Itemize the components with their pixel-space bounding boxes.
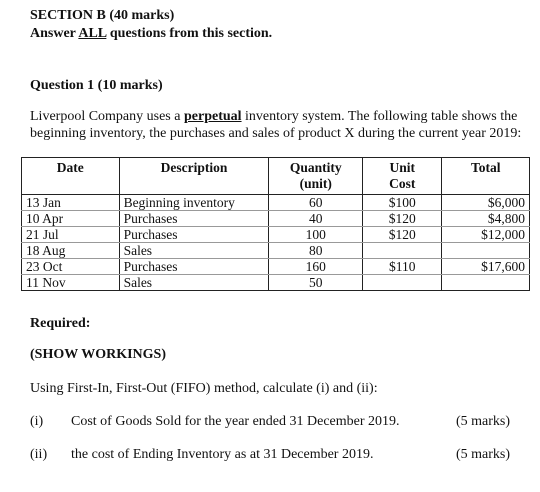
intro-emphasis: perpetual — [183, 109, 242, 124]
cell-unit-cost: $100 — [362, 195, 441, 211]
inventory-table — [21, 157, 530, 291]
cell-unit-cost: $120 — [362, 211, 441, 227]
question-title: Question 1 (10 marks) — [30, 78, 163, 93]
item-number: (i) — [30, 414, 44, 429]
cell-description: Beginning inventory — [119, 195, 269, 211]
cell-quantity: 60 — [269, 195, 363, 211]
table-row — [22, 259, 530, 275]
table-row — [22, 211, 530, 227]
section-instruction — [30, 26, 272, 42]
table-row — [22, 195, 530, 211]
item-number: (ii) — [30, 447, 48, 462]
question-intro — [30, 108, 521, 142]
header-unit-cost — [362, 158, 441, 195]
header-quantity-line-1: Quantity — [289, 160, 342, 175]
cell-description: Purchases — [119, 227, 269, 243]
cell-quantity: 40 — [269, 211, 363, 227]
table-header-row — [22, 158, 530, 195]
cell-date: 23 Oct — [22, 259, 120, 275]
cell-unit-cost: $110 — [362, 259, 441, 275]
header-quantity-line-2: (unit) — [299, 176, 332, 191]
item-text: Cost of Goods Sold for the year ended 31 December 2019. — [71, 414, 400, 429]
cell-quantity: 50 — [269, 275, 363, 291]
table-row — [22, 243, 530, 259]
cell-quantity: 100 — [269, 227, 363, 243]
item-marks: (5 marks) — [456, 414, 511, 429]
cell-description: Sales — [119, 275, 269, 291]
cell-total: $4,800 — [442, 211, 530, 227]
cell-date: 13 Jan — [22, 195, 120, 211]
instruction-emphasis: ALL — [78, 26, 107, 41]
header-unit-cost-line-2: Cost — [389, 176, 416, 191]
header-quantity — [269, 158, 363, 195]
show-workings — [30, 347, 166, 363]
header-description: Description — [119, 158, 269, 195]
cell-description: Purchases — [119, 259, 269, 275]
show-workings-text: (SHOW WORKINGS) — [30, 347, 167, 362]
required-label: Required: — [30, 316, 91, 331]
cell-unit-cost: $120 — [362, 227, 441, 243]
cell-date: 10 Apr — [22, 211, 120, 227]
header-total: Total — [442, 158, 530, 195]
cell-total: $17,600 — [442, 259, 530, 275]
instruction-suffix: questions from this section. — [106, 26, 273, 41]
cell-description: Sales — [119, 243, 269, 259]
cell-description: Purchases — [119, 211, 269, 227]
intro-line-1 — [30, 108, 521, 125]
cell-quantity: 80 — [269, 243, 363, 259]
table-row — [22, 227, 530, 243]
cell-date: 18 Aug — [22, 243, 120, 259]
item-text: the cost of Ending Inventory as at 31 December 2019. — [71, 447, 374, 462]
table-row — [22, 275, 530, 291]
section-title: SECTION B (40 marks) — [30, 8, 175, 23]
cell-total — [442, 243, 530, 259]
cell-date: 21 Jul — [22, 227, 120, 243]
cell-unit-cost — [362, 275, 441, 291]
header-unit-cost-line-1: Unit — [389, 160, 415, 175]
item-marks: (5 marks) — [456, 447, 511, 462]
cell-total: $12,000 — [442, 227, 530, 243]
cell-total — [442, 275, 530, 291]
cell-total: $6,000 — [442, 195, 530, 211]
cell-quantity: 160 — [269, 259, 363, 275]
cell-unit-cost — [362, 243, 441, 259]
method-instruction: Using First-In, First-Out (FIFO) method, calculate (i) and (ii): — [30, 381, 378, 396]
header-date: Date — [22, 158, 120, 195]
intro-line-2: beginning inventory, the purchases and sales of product X during the current year 2019: — [30, 126, 522, 141]
intro-suffix: inventory system. The following table shows the — [241, 109, 518, 124]
instruction-prefix: Answer — [30, 26, 79, 41]
cell-date: 11 Nov — [22, 275, 120, 291]
intro-prefix: Liverpool Company uses a — [30, 109, 184, 124]
